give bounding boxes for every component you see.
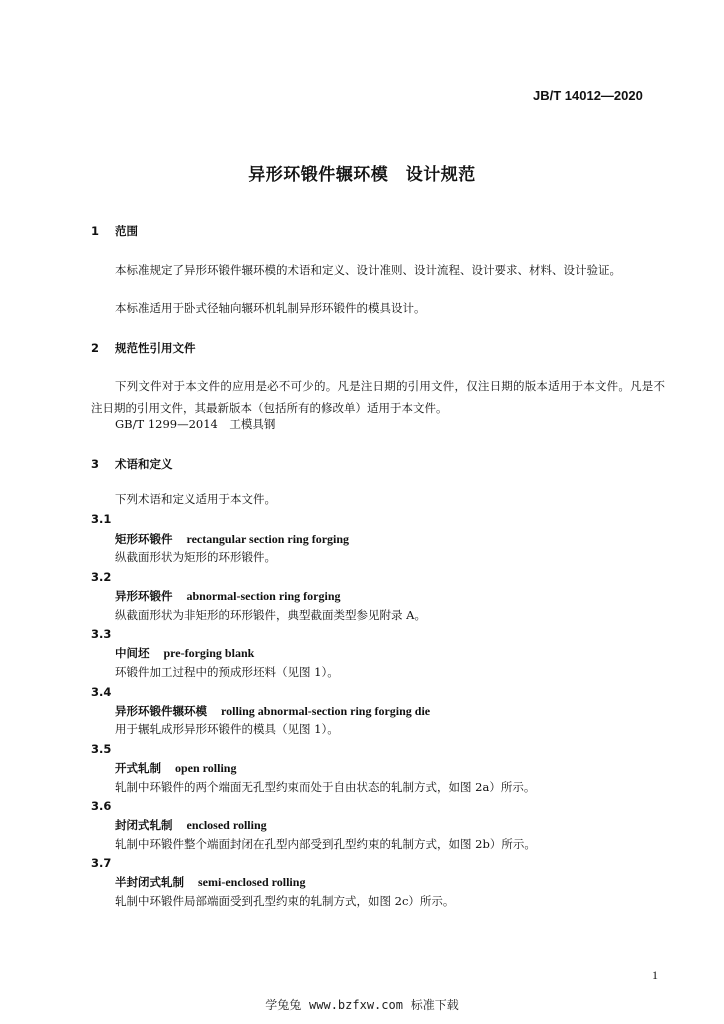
term-number: 3.5 [91,742,112,756]
section-3-heading [91,456,173,472]
section-3-intro: 下列术语和定义适用于本文件。 [115,492,276,506]
section-2-heading [91,340,196,356]
term-heading [115,645,254,661]
term-definition: 用于辗轧成形异形环锻件的模具（见图 1）。 [115,722,339,736]
term-english: rectangular section ring forging [186,532,350,546]
section-title: 规范性引用文件 [115,341,196,355]
standard-code: JB/T 14012—2020 [533,88,643,103]
term-heading [115,874,305,890]
term-english: semi-enclosed rolling [198,875,306,889]
term-heading [115,817,267,833]
term-english: open rolling [175,761,237,775]
section-1-heading [91,223,138,239]
term-heading [115,760,236,776]
term-english: rolling abnormal-section ring forging die [221,704,431,718]
section-2-paragraph-1: 下列文件对于本文件的应用是必不可少的。凡是注日期的引用文件，仅注日期的版本适用于本文件。凡是不注日期的引用文件，其最新版本（包括所有的修改单）适用于本文件。 [91,379,665,415]
watermark-url: www.bzfxw.com [309,998,403,1012]
term-definition: 纵截面形状为矩形的环形锻件。 [115,550,276,564]
page-number: 1 [652,968,658,982]
term-number: 3.3 [91,627,112,641]
term-chinese: 半封闭式轧制 [115,875,184,889]
term-definition: 纵截面形状为非矩形的环形锻件，典型截面类型参见附录 A。 [115,608,426,622]
term-chinese: 中间坯 [115,646,150,660]
term-chinese: 开式轧制 [115,761,161,775]
term-chinese: 矩形环锻件 [115,532,173,546]
section-1-paragraph-1: 本标准规定了异形环锻件辗环模的术语和定义、设计准则、设计流程、设计要求、材料、设计验证。 [115,263,621,277]
term-chinese: 封闭式轧制 [115,818,173,832]
section-title: 术语和定义 [115,457,173,471]
normative-reference: GB/T 1299—2014 工模具钢 [115,417,276,431]
document-title: 异形环锻件辗环模 设计规范 [248,165,476,185]
term-number: 3.4 [91,685,112,699]
watermark [0,996,724,1013]
section-number: 1 [91,224,100,238]
term-chinese: 异形环锻件 [115,589,173,603]
term-number: 3.7 [91,856,112,870]
term-heading [115,531,349,547]
term-heading [115,703,430,719]
term-heading [115,588,341,604]
term-english: abnormal-section ring forging [186,589,341,603]
watermark-brand: 学兔兔 [265,998,302,1012]
section-number: 2 [91,341,100,355]
term-definition: 轧制中环锻件整个端面封闭在孔型内部受到孔型约束的轧制方式，如图 2b）所示。 [115,837,536,851]
term-number: 3.1 [91,512,112,526]
section-number: 3 [91,457,100,471]
term-number: 3.6 [91,799,112,813]
term-english: pre-forging blank [163,646,255,660]
section-1-paragraph-2: 本标准适用于卧式径轴向辗环机轧制异形环锻件的模具设计。 [115,301,426,315]
section-title: 范围 [115,224,139,238]
term-english: enclosed rolling [186,818,267,832]
term-definition: 环锻件加工过程中的预成形坯料（见图 1）。 [115,665,339,679]
term-definition: 轧制中环锻件的两个端面无孔型约束而处于自由状态的轧制方式，如图 2a）所示。 [115,780,536,794]
term-number: 3.2 [91,570,112,584]
watermark-label: 标准下载 [410,998,459,1012]
term-chinese: 异形环锻件辗环模 [115,704,207,718]
term-definition: 轧制中环锻件局部端面受到孔型约束的轧制方式，如图 2c）所示。 [115,894,455,908]
